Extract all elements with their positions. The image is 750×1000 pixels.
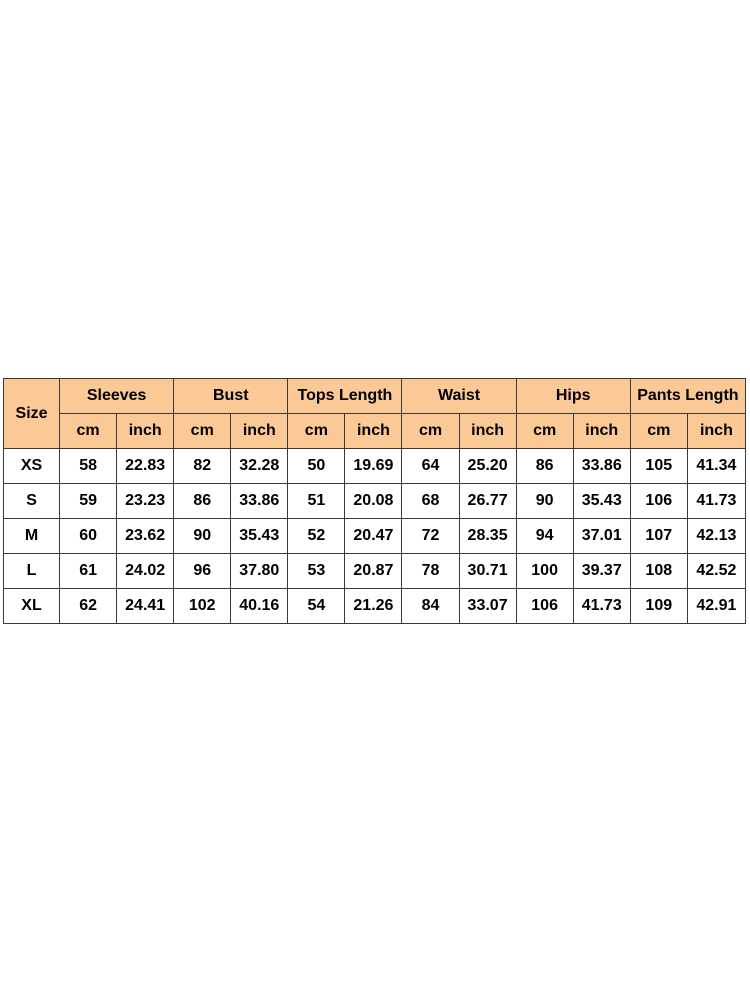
unit-header-cm: cm (402, 414, 459, 449)
size-cell: XL (4, 589, 60, 624)
pants-length-cm-cell: 107 (630, 519, 687, 554)
pants-length-inch-cell: 42.13 (687, 519, 745, 554)
hips-cm-cell: 94 (516, 519, 573, 554)
sleeves-cm-cell: 59 (60, 484, 117, 519)
table-row (4, 449, 746, 484)
waist-inch-cell: 30.71 (459, 554, 516, 589)
tops-length-inch-cell: 20.08 (345, 484, 402, 519)
pants-length-inch-cell: 41.34 (687, 449, 745, 484)
table-row (4, 589, 746, 624)
waist-cm-cell: 84 (402, 589, 459, 624)
pants-length-inch-cell: 42.91 (687, 589, 745, 624)
hips-cm-cell: 100 (516, 554, 573, 589)
bust-cm-cell: 82 (174, 449, 231, 484)
bust-header: Bust (174, 379, 288, 414)
sleeves-header: Sleeves (60, 379, 174, 414)
size-cell: S (4, 484, 60, 519)
table-row (4, 519, 746, 554)
bust-inch-cell: 35.43 (231, 519, 288, 554)
bust-inch-cell: 32.28 (231, 449, 288, 484)
unit-header-cm: cm (630, 414, 687, 449)
tops-length-cm-cell: 52 (288, 519, 345, 554)
tops-length-inch-cell: 21.26 (345, 589, 402, 624)
group-header-row (4, 379, 746, 414)
table-body (4, 449, 746, 624)
unit-header-row (4, 414, 746, 449)
size-cell: L (4, 554, 60, 589)
table-header (4, 379, 746, 449)
pants-length-cm-cell: 109 (630, 589, 687, 624)
size-chart-table (3, 378, 746, 624)
sleeves-inch-cell: 24.41 (117, 589, 174, 624)
pants-length-inch-cell: 42.52 (687, 554, 745, 589)
hips-header: Hips (516, 379, 630, 414)
bust-inch-cell: 37.80 (231, 554, 288, 589)
hips-cm-cell: 86 (516, 449, 573, 484)
sleeves-cm-cell: 61 (60, 554, 117, 589)
bust-cm-cell: 86 (174, 484, 231, 519)
tops-length-cm-cell: 51 (288, 484, 345, 519)
hips-inch-cell: 39.37 (573, 554, 630, 589)
unit-header-cm: cm (288, 414, 345, 449)
tops-length-cm-cell: 53 (288, 554, 345, 589)
bust-cm-cell: 96 (174, 554, 231, 589)
waist-cm-cell: 78 (402, 554, 459, 589)
size-cell: XS (4, 449, 60, 484)
table-row (4, 484, 746, 519)
unit-header-inch: inch (573, 414, 630, 449)
hips-cm-cell: 90 (516, 484, 573, 519)
unit-header-inch: inch (231, 414, 288, 449)
waist-inch-cell: 28.35 (459, 519, 516, 554)
tops-length-cm-cell: 50 (288, 449, 345, 484)
waist-cm-cell: 68 (402, 484, 459, 519)
waist-cm-cell: 64 (402, 449, 459, 484)
hips-cm-cell: 106 (516, 589, 573, 624)
bust-cm-cell: 102 (174, 589, 231, 624)
unit-header-inch: inch (687, 414, 745, 449)
bust-cm-cell: 90 (174, 519, 231, 554)
waist-inch-cell: 25.20 (459, 449, 516, 484)
waist-inch-cell: 33.07 (459, 589, 516, 624)
hips-inch-cell: 37.01 (573, 519, 630, 554)
sleeves-cm-cell: 60 (60, 519, 117, 554)
unit-header-cm: cm (174, 414, 231, 449)
unit-header-cm: cm (516, 414, 573, 449)
hips-inch-cell: 41.73 (573, 589, 630, 624)
waist-inch-cell: 26.77 (459, 484, 516, 519)
sleeves-cm-cell: 58 (60, 449, 117, 484)
hips-inch-cell: 33.86 (573, 449, 630, 484)
unit-header-inch: inch (117, 414, 174, 449)
tops-length-header: Tops Length (288, 379, 402, 414)
bust-inch-cell: 40.16 (231, 589, 288, 624)
sleeves-inch-cell: 23.23 (117, 484, 174, 519)
pants-length-cm-cell: 106 (630, 484, 687, 519)
tops-length-inch-cell: 19.69 (345, 449, 402, 484)
waist-header: Waist (402, 379, 516, 414)
unit-header-inch: inch (459, 414, 516, 449)
size-cell: M (4, 519, 60, 554)
pants-length-header: Pants Length (630, 379, 745, 414)
unit-header-inch: inch (345, 414, 402, 449)
sleeves-inch-cell: 24.02 (117, 554, 174, 589)
sleeves-inch-cell: 22.83 (117, 449, 174, 484)
tops-length-cm-cell: 54 (288, 589, 345, 624)
tops-length-inch-cell: 20.87 (345, 554, 402, 589)
pants-length-inch-cell: 41.73 (687, 484, 745, 519)
pants-length-cm-cell: 108 (630, 554, 687, 589)
size-column-header: Size (4, 379, 60, 449)
tops-length-inch-cell: 20.47 (345, 519, 402, 554)
hips-inch-cell: 35.43 (573, 484, 630, 519)
sleeves-cm-cell: 62 (60, 589, 117, 624)
bust-inch-cell: 33.86 (231, 484, 288, 519)
pants-length-cm-cell: 105 (630, 449, 687, 484)
unit-header-cm: cm (60, 414, 117, 449)
table-row (4, 554, 746, 589)
waist-cm-cell: 72 (402, 519, 459, 554)
sleeves-inch-cell: 23.62 (117, 519, 174, 554)
